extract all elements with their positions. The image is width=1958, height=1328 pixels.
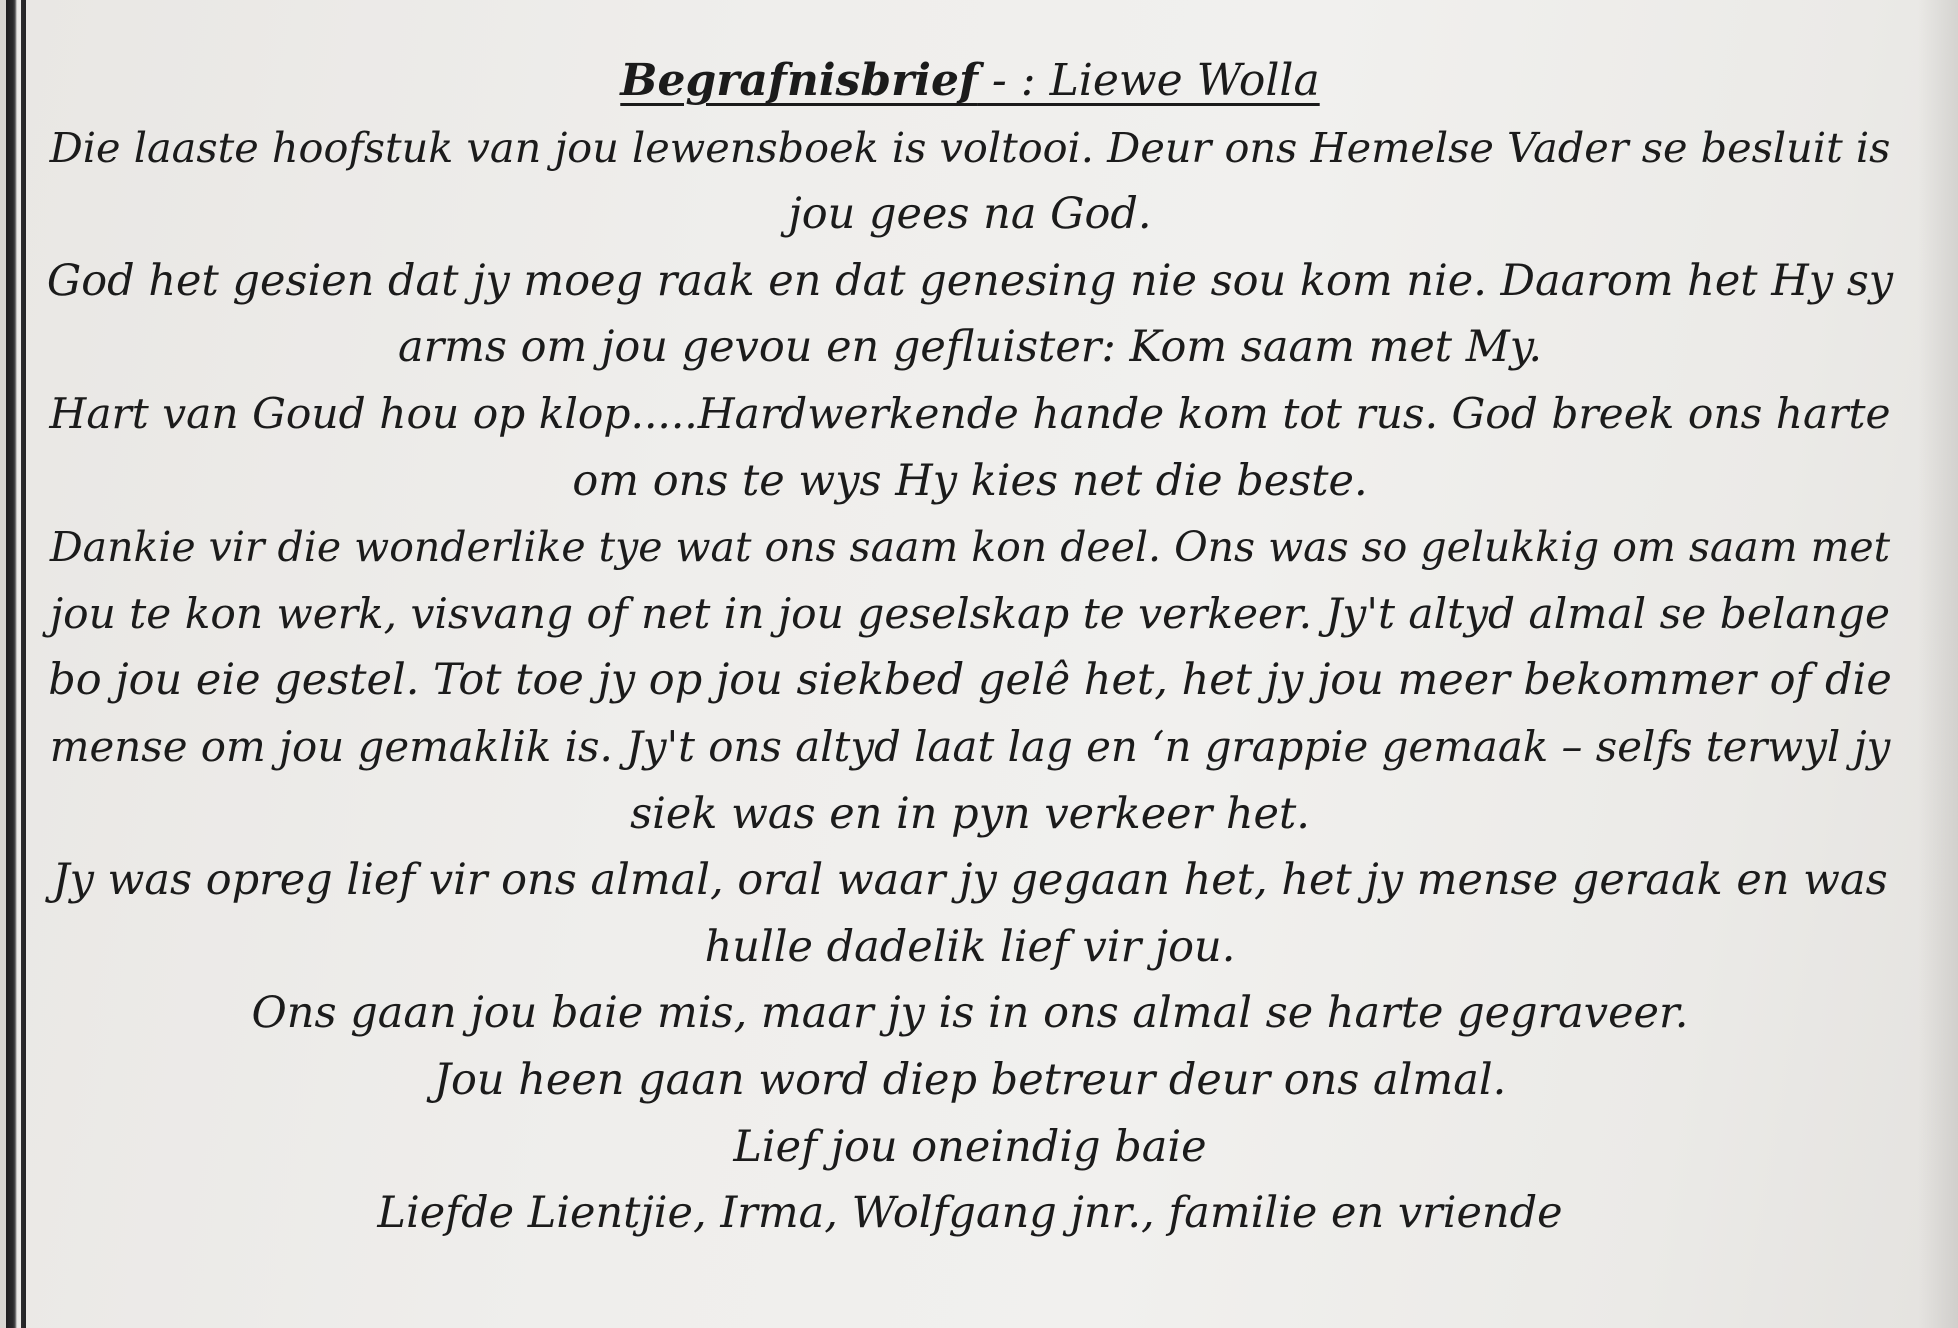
letter-line-5: Hart van Goud hou op klop.....Hardwerkende hande kom tot rus. God breek ons harte (49, 388, 1891, 438)
letter-line-15: Jou heen gaan word diep betreur deur ons almal. (433, 1054, 1507, 1105)
title-bold: Begrafnisbrief (620, 55, 978, 106)
letter-line-14: Ons gaan jou baie mis, maar jy is in ons almal se harte gegraveer. (251, 988, 1689, 1039)
letter-line-6: om ons te wys Hy kies net die beste. (572, 455, 1368, 506)
letter-line-11: siek was en in pyn verkeer het. (630, 788, 1310, 839)
letter-title (40, 48, 1900, 115)
letter-signature: Liefde Lientjie, Irma, Wolfgang jnr., familie en vriende (377, 1188, 1563, 1239)
letter-line-13: hulle dadelik lief vir jou. (704, 921, 1236, 972)
letter-line-2: jou gees na God. (788, 189, 1152, 240)
frame-edge (0, 0, 26, 1328)
letter-line-12: Jy was opreg lief vir ons almal, oral waar jy gegaan het, het jy mense geraak en was (52, 855, 1888, 906)
letter-line-9: bo jou eie gestel. Tot toe jy op jou siekbed gelê het, het jy jou meer bekommer of die (48, 655, 1892, 706)
title-rest: - : Liewe Wolla (977, 55, 1320, 106)
letter-line-1: Die laaste hoofstuk van jou lewensboek is voltooi. Deur ons Hemelse Vader se besluit is (49, 123, 1891, 172)
letter-content (40, 48, 1900, 1247)
letter-line-7: Dankie vir die wonderlike tye wat ons saam kon deel. Ons was so gelukkig om saam met (49, 523, 1891, 572)
letter-line-3: God het gesien dat jy moeg raak en dat genesing nie sou kom nie. Daarom het Hy sy (46, 255, 1894, 306)
letter-line-10: mense om jou gemaklik is. Jy't ons altyd laat lag en ‘n grappie gemaak – selfs terwyl jy (49, 721, 1891, 771)
letter-line-8: jou te kon werk, visvang of net in jou geselskap te verkeer. Jy't altyd almal se belange (50, 588, 1890, 638)
letter-line-16: Lief jou oneindig baie (733, 1121, 1207, 1172)
paper-shadow (1918, 0, 1958, 1328)
letter-line-4: arms om jou gevou en gefluister: Kom saam met My. (397, 322, 1543, 373)
